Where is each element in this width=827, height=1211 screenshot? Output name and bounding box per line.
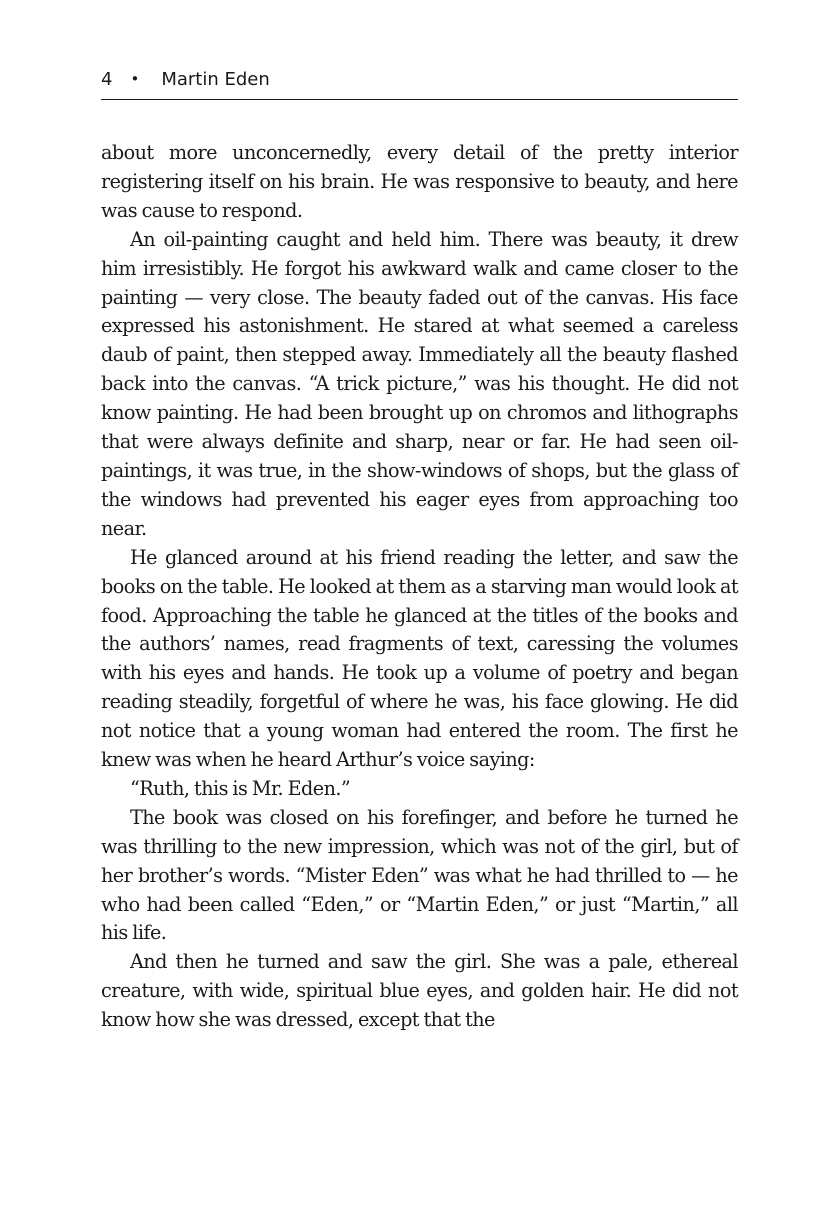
paragraph-books: He glanced around at his friend reading the letter, and saw the books on the table. He looked at them as a starving man would look at food. Approaching the table he glanced at the titles of the books and the authors’ names, read fragments of text, caressing the volumes with his eyes and hands. He took up a volume of poetry and began reading steadily, forgetful of where he was, his face glowing. He did not notice that a young woman had entered the room. The first he knew was when he heard Arthur’s voice saying: [101, 545, 738, 772]
running-head [101, 66, 738, 92]
paragraph-continued: about more unconcernedly, every detail of the pretty interior registering itself on his brain. He was responsive to beauty, and here was cause to respond. [101, 141, 738, 222]
body-text [101, 139, 738, 1035]
paragraph-oil-painting: An oil-painting caught and held him. There was beauty, it drew him irresistibly. He forgot his awkward walk and came closer to the painting — very close. The beauty faded out of the canvas. His face expressed his astonishment. He stared at what seemed a careless daub of paint, then stepped away. Immediately all the beauty flashed back into the canvas. “A trick picture,” was his thought. He did not know painting. He had been brought up on chromos and lithographs that were always definite and sharp, near or far. He had seen oil-paintings, it was true, in the show-windows of shops, but the glass of the windows had prevented his eager eyes from approaching too near. [101, 227, 738, 540]
paragraph-forefinger: The book was closed on his forefinger, and before he turned he was thrilling to the new impression, which was not of the girl, but of her brother’s words. “Mister Eden” was what he had thrilled to — he who had been called “Eden,” or “Martin Eden,” or just “Martin,” all his life. [101, 805, 738, 945]
paragraph-dialogue: “Ruth, this is Mr. Eden.” [130, 776, 351, 800]
header-separator: • [130, 70, 140, 88]
book-title: Martin Eden [161, 68, 270, 90]
header-rule [101, 99, 738, 100]
paragraph-the-girl: And then he turned and saw the girl. She was a pale, ethereal creature, with wide, spiritual blue eyes, and golden hair. He did not know how she was dressed, except that the [101, 950, 738, 1032]
page-number: 4 [101, 68, 113, 90]
